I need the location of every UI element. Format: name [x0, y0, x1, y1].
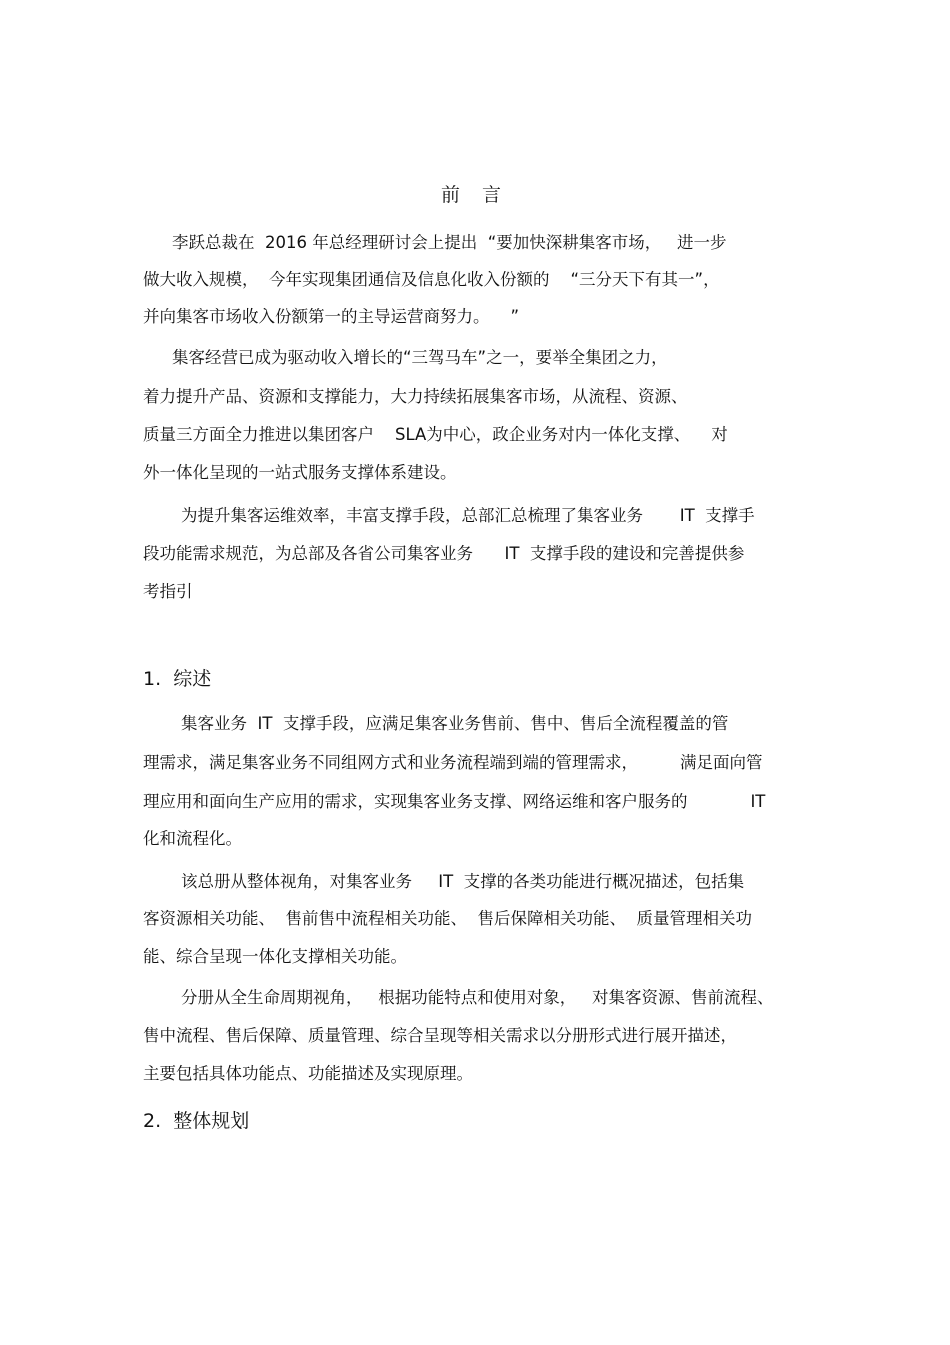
preface-p2-line-2: 着力提升产品、资源和支撑能力，大力持续拓展集客市场，从流程、资源、 — [143, 387, 688, 406]
section1-p2-line-1: 该总册从整体视角，对集客业务 IT 支撑的各类功能进行概况描述，包括集 — [181, 872, 745, 891]
section1-p1-line-4: 化和流程化。 — [143, 829, 242, 848]
section-heading-overview: 1. 综述 — [143, 668, 212, 690]
preface-p3-line-3: 考指引 — [143, 582, 193, 601]
preface-p3-line-2: 段功能需求规范，为总部及各省公司集客业务 IT 支撑手段的建设和完善提供参 — [143, 544, 745, 563]
section1-p2-line-3: 能、综合呈现一体化支撑相关功能。 — [143, 947, 407, 966]
preface-p2-line-4: 外一体化呈现的一站式服务支撑体系建设。 — [143, 463, 457, 482]
preface-p1-line-3: 并向集客市场收入份额第一的主导运营商努力。 ” — [143, 307, 520, 326]
section-heading-overall-plan: 2. 整体规划 — [143, 1110, 250, 1132]
section1-p2-line-2: 客资源相关功能、 售前售中流程相关功能、 售后保障相关功能、 质量管理相关功 — [143, 909, 752, 928]
section1-p3-line-1: 分册从全生命周期视角， 根据功能特点和使用对象， 对集客资源、售前流程、 — [181, 988, 774, 1007]
preface-p3-line-1: 为提升集客运维效率，丰富支撑手段，总部汇总梳理了集客业务 IT 支撑手 — [181, 506, 755, 525]
section1-p3-line-3: 主要包括具体功能点、功能描述及实现原理。 — [143, 1064, 473, 1083]
preface-p2-line-1: 集客经营已成为驱动收入增长的“三驾马车”之一，要举全集团之力， — [172, 348, 668, 367]
section1-p1-line-3: 理应用和面向生产应用的需求，实现集客业务支撑、网络运维和客户服务的 IT — [143, 792, 766, 811]
section1-p1-line-1: 集客业务 IT 支撑手段，应满足集客业务售前、售中、售后全流程覆盖的管 — [181, 714, 729, 733]
preface-p1-line-2: 做大收入规模， 今年实现集团通信及信息化收入份额的 “三分天下有其一”， — [143, 270, 720, 289]
preface-p2-line-3: 质量三方面全力推进以集团客户 SLA为中心，政企业务对内一体化支撑、 对 — [143, 425, 728, 444]
section1-p1-line-2: 理需求，满足集客业务不同组网方式和业务流程端到端的管理需求， 满足面向管 — [143, 753, 763, 772]
page-title: 前 言 — [440, 184, 510, 206]
preface-p1-line-1: 李跃总裁在 2016 年总经理研讨会上提出 “要加快深耕集客市场， 进一步 — [172, 233, 727, 252]
section1-p3-line-2: 售中流程、售后保障、质量管理、综合呈现等相关需求以分册形式进行展开描述， — [143, 1026, 737, 1045]
